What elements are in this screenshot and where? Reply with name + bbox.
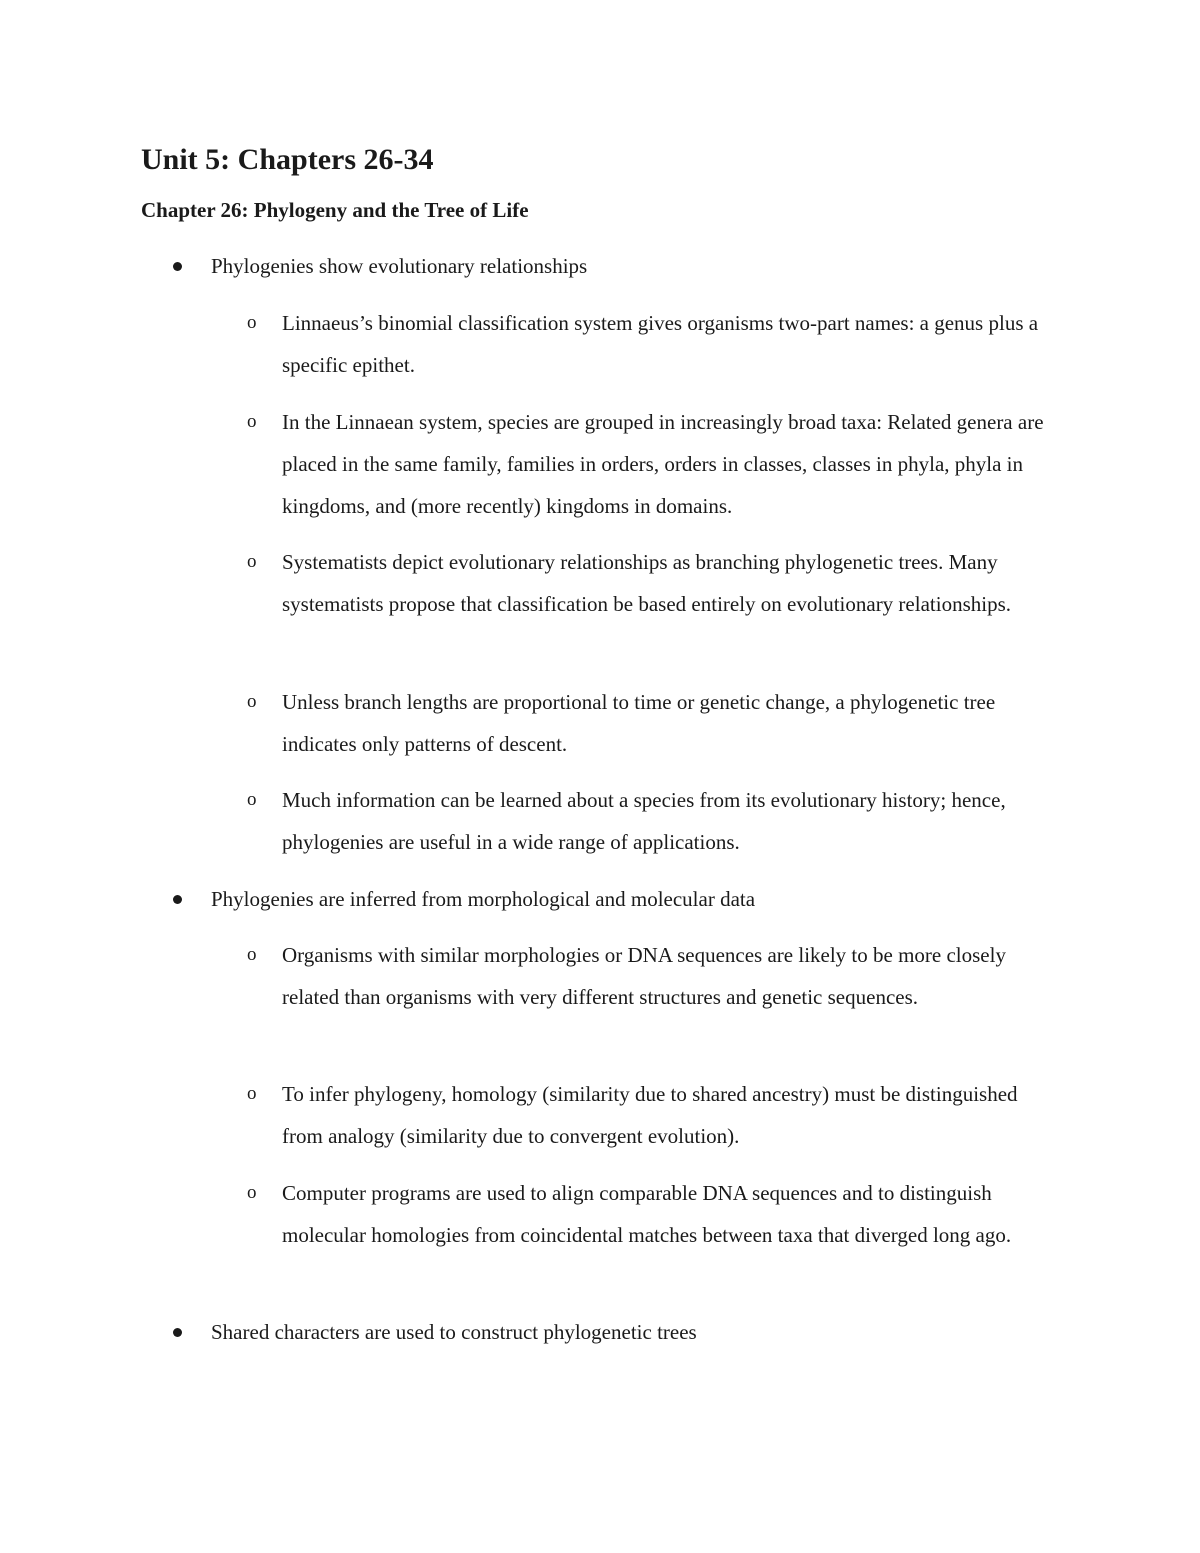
subpoint-text: Unless branch lengths are proportional to time or genetic change, a phylogenetic tree indicates only patterns of descent. — [282, 690, 996, 756]
bullet-text: Phylogenies show evolutionary relationships — [211, 254, 588, 278]
subpoint-text: Organisms with similar morphologies or DNA sequences are likely to be more closely related than organisms with very different structures and genetic sequences. — [282, 943, 1006, 1009]
bullet-dot — [173, 245, 182, 287]
subpoint-text: Systematists depict evolutionary relationships as branching phylogenetic trees. Many systematists propose that classification be based entirely on evolutionary relationships. — [282, 550, 1012, 616]
bullet-dot — [173, 878, 182, 920]
subpoint-marker: o — [247, 944, 257, 965]
bullet-text: Shared characters are used to construct phylogenetic trees — [211, 1320, 697, 1344]
subpoint-marker: o — [247, 1083, 257, 1104]
subpoint-text: Linnaeus’s binomial classification system gives organisms two-part names: a genus plus a specific epithet. — [282, 311, 1039, 377]
subpoint-marker: o — [247, 691, 257, 712]
subpoint-text: Computer programs are used to align comparable DNA sequences and to distinguish molecular homologies from coincidental matches between taxa that diverged long ago. — [282, 1181, 1012, 1247]
subpoint-text: Much information can be learned about a species from its evolutionary history; hence, phylogenies are useful in a wide range of applications. — [282, 788, 1006, 854]
bullet-dot — [173, 1311, 182, 1353]
subpoint-marker: o — [247, 312, 257, 333]
subpoint-marker: o — [247, 789, 257, 810]
subpoint-text: To infer phylogeny, homology (similarity due to shared ancestry) must be distinguished from analogy (similarity due to convergent evolution). — [282, 1082, 1018, 1148]
subpoint-marker: o — [247, 411, 257, 432]
subpoint-marker: o — [247, 1182, 257, 1203]
subpoint-marker: o — [247, 551, 257, 572]
bullet-text: Phylogenies are inferred from morphological and molecular data — [211, 887, 756, 911]
unit-title: Unit 5: Chapters 26-34 — [141, 143, 434, 176]
subpoint-text: In the Linnaean system, species are grouped in increasingly broad taxa: Related genera are placed in the same family, families in orders, orders in classes, classes in phyla, phyla in kingdoms, and (more recently) kingdoms in domains. — [282, 410, 1044, 518]
chapter-heading: Chapter 26: Phylogeny and the Tree of Life — [141, 198, 529, 222]
